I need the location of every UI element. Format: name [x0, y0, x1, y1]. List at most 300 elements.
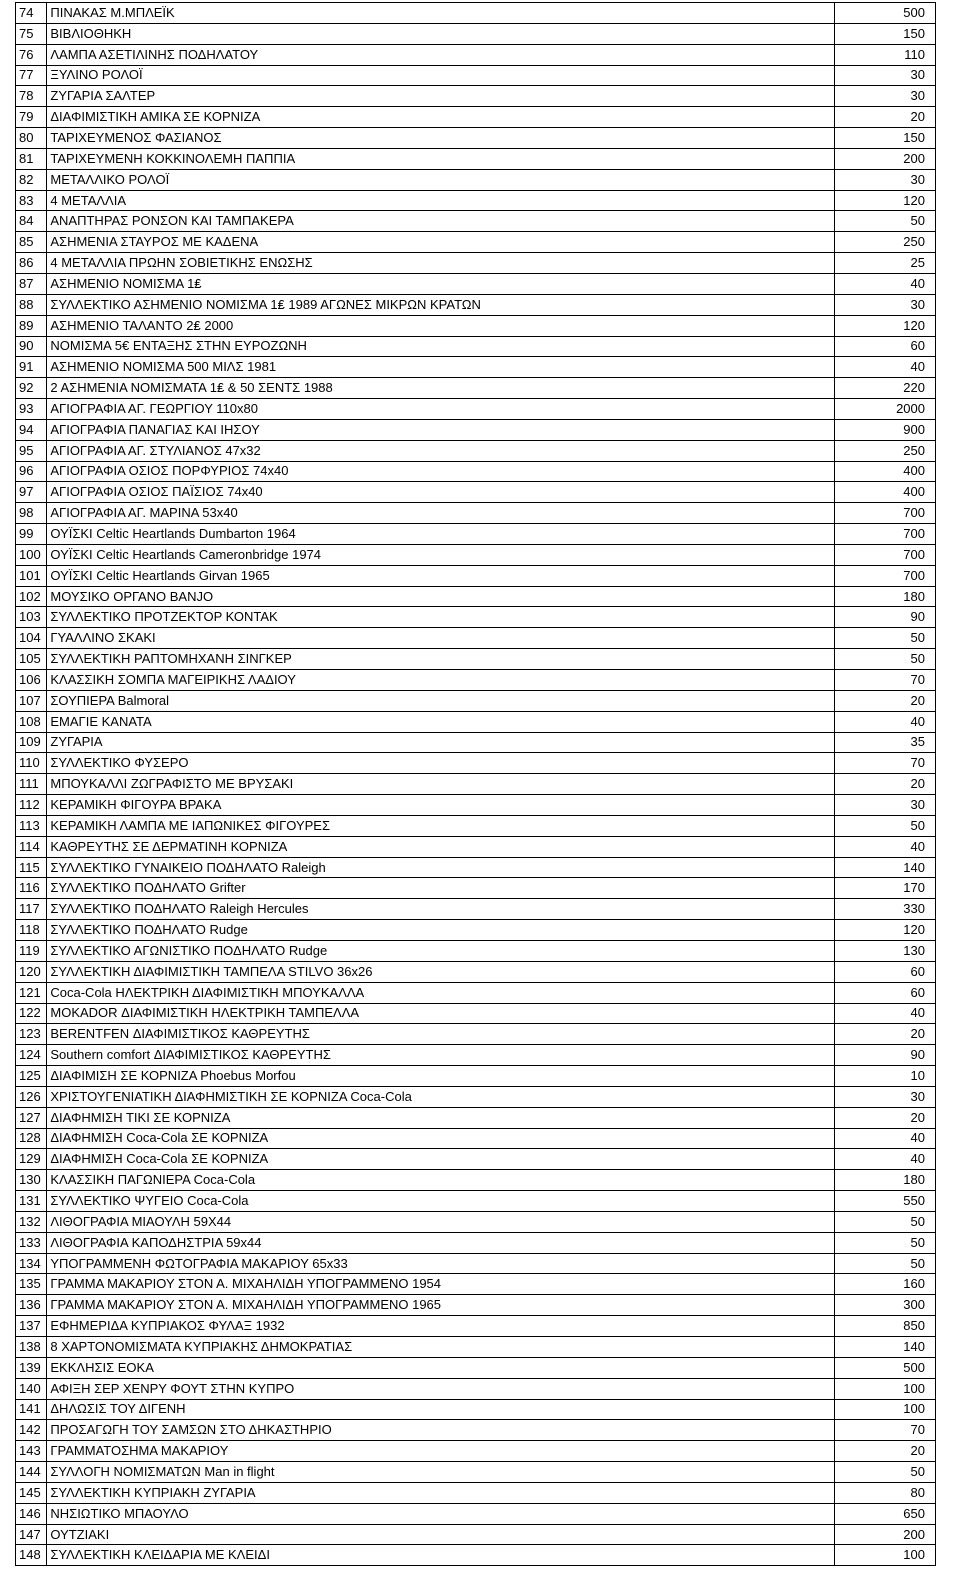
item-number-cell: 139: [16, 1357, 47, 1378]
table-row: [16, 1149, 936, 1170]
item-description-cell: ΞΥΛΙΝΟ ΡΟΛΟΪ: [47, 65, 834, 86]
item-description-cell: Southern comfort ΔΙΑΦΙΜΙΣΤΙΚΟΣ ΚΑΘΡΕΥΤΗΣ: [47, 1045, 834, 1066]
item-description-cell: ΖΥΓΑΡΙΑ ΣΑΛΤΕΡ: [47, 86, 834, 107]
table-row: [16, 1211, 936, 1232]
table-row: [16, 86, 936, 107]
item-price-cell: 35: [834, 732, 935, 753]
table-row: [16, 1441, 936, 1462]
item-number-cell: 118: [16, 920, 47, 941]
item-price-cell: 80: [834, 1482, 935, 1503]
item-price-cell: 30: [834, 169, 935, 190]
item-number-cell: 81: [16, 148, 47, 169]
item-description-cell: 4 ΜΕΤΑΛΛΙΑ: [47, 190, 834, 211]
item-number-cell: 144: [16, 1462, 47, 1483]
item-price-cell: 30: [834, 294, 935, 315]
table-row: [16, 1482, 936, 1503]
item-number-cell: 108: [16, 711, 47, 732]
item-number-cell: 100: [16, 544, 47, 565]
item-number-cell: 80: [16, 128, 47, 149]
table-row: [16, 795, 936, 816]
item-description-cell: ΣΟΥΠΙΕΡΑ Balmoral: [47, 690, 834, 711]
table-row: [16, 878, 936, 899]
item-price-cell: 40: [834, 711, 935, 732]
table-row: [16, 503, 936, 524]
item-number-cell: 85: [16, 232, 47, 253]
item-description-cell: ΒΙΒΛΙΟΘΗΚΗ: [47, 23, 834, 44]
item-description-cell: ΑΓΙΟΓΡΑΦΙΑ ΑΓ. ΣΤΥΛΙΑΝΟΣ 47x32: [47, 440, 834, 461]
item-price-cell: 100: [834, 1378, 935, 1399]
table-row: [16, 857, 936, 878]
item-price-cell: 30: [834, 65, 935, 86]
table-row: [16, 815, 936, 836]
item-price-cell: 40: [834, 1128, 935, 1149]
item-number-cell: 148: [16, 1545, 47, 1566]
item-description-cell: ΠΙΝΑΚΑΣ Μ.ΜΠΛΕΪΚ: [47, 3, 834, 24]
item-description-cell: ΚΕΡΑΜΙΚΗ ΛΑΜΠΑ ΜΕ ΙΑΠΩΝΙΚΕΣ ΦΙΓΟΥΡΕΣ: [47, 815, 834, 836]
item-number-cell: 86: [16, 253, 47, 274]
item-number-cell: 74: [16, 3, 47, 24]
item-number-cell: 137: [16, 1316, 47, 1337]
item-number-cell: 130: [16, 1170, 47, 1191]
table-row: [16, 1024, 936, 1045]
item-number-cell: 97: [16, 482, 47, 503]
table-row: [16, 148, 936, 169]
table-row: [16, 982, 936, 1003]
table-row: [16, 1545, 936, 1566]
table-row: [16, 649, 936, 670]
item-price-cell: 50: [834, 628, 935, 649]
item-number-cell: 87: [16, 273, 47, 294]
table-row: [16, 482, 936, 503]
item-number-cell: 132: [16, 1211, 47, 1232]
item-price-cell: 20: [834, 1024, 935, 1045]
item-description-cell: ΜΕΤΑΛΛΙΚΟ ΡΟΛΟΪ: [47, 169, 834, 190]
item-price-cell: 70: [834, 1420, 935, 1441]
table-row: [16, 1462, 936, 1483]
table-row: [16, 1253, 936, 1274]
item-price-cell: 50: [834, 1253, 935, 1274]
item-description-cell: ΣΥΛΛΕΚΤΙΚΟ ΠΟΔΗΛΑΤΟ Rudge: [47, 920, 834, 941]
item-number-cell: 141: [16, 1399, 47, 1420]
item-number-cell: 88: [16, 294, 47, 315]
item-number-cell: 114: [16, 836, 47, 857]
item-price-cell: 330: [834, 899, 935, 920]
table-row: [16, 1170, 936, 1191]
item-price-cell: 70: [834, 670, 935, 691]
item-price-cell: 60: [834, 336, 935, 357]
table-row: [16, 44, 936, 65]
item-description-cell: ΣΥΛΛΕΚΤΙΚΟ ΠΡΟΤΖΕΚΤΟΡ ΚΟΝΤΑΚ: [47, 607, 834, 628]
item-number-cell: 93: [16, 399, 47, 420]
item-description-cell: ΚΛΑΣΣΙΚΗ ΠΑΓΩΝΙΕΡΑ Coca-Cola: [47, 1170, 834, 1191]
item-price-cell: 30: [834, 1086, 935, 1107]
table-row: [16, 1357, 936, 1378]
item-description-cell: ΟΥΪΣΚΙ Celtic Heartlands Cameronbridge 1974: [47, 544, 834, 565]
item-description-cell: ΓΡΑΜΜΑΤΟΣΗΜΑ ΜΑΚΑΡΙΟΥ: [47, 1441, 834, 1462]
item-price-cell: 70: [834, 753, 935, 774]
table-row: [16, 711, 936, 732]
item-description-cell: ΣΥΛΛΕΚΤΙΚΗ ΡΑΠΤΟΜΗΧΑΝΗ ΣΙΝΓΚΕΡ: [47, 649, 834, 670]
table-row: [16, 628, 936, 649]
table-row: [16, 1191, 936, 1212]
item-price-cell: 400: [834, 482, 935, 503]
table-row: [16, 399, 936, 420]
table-row: [16, 565, 936, 586]
table-row: [16, 607, 936, 628]
item-description-cell: ΓΡΑΜΜΑ ΜΑΚΑΡΙΟΥ ΣΤΟΝ Α. ΜΙΧΑΗΛΙΔΗ ΥΠΟΓΡΑΜΜΕΝΟ 1965: [47, 1295, 834, 1316]
table-row: [16, 586, 936, 607]
table-row: [16, 1107, 936, 1128]
item-price-cell: 700: [834, 503, 935, 524]
item-number-cell: 79: [16, 107, 47, 128]
table-row: [16, 774, 936, 795]
item-price-cell: 500: [834, 1357, 935, 1378]
item-number-cell: 99: [16, 524, 47, 545]
table-row: [16, 3, 936, 24]
item-number-cell: 124: [16, 1045, 47, 1066]
table-row: [16, 169, 936, 190]
item-description-cell: ΖΥΓΑΡΙΑ: [47, 732, 834, 753]
item-description-cell: ΝΗΣΙΩΤΙΚΟ ΜΠΑΟΥΛΟ: [47, 1503, 834, 1524]
items-table: [15, 2, 936, 1566]
item-description-cell: ΛΑΜΠΑ ΑΣΕΤΙΛΙΝΗΣ ΠΟΔΗΛΑΤΟΥ: [47, 44, 834, 65]
item-description-cell: ΜΠΟΥΚΑΛΛΙ ΖΩΓΡΑΦΙΣΤΟ ΜΕ ΒΡΥΣΑΚΙ: [47, 774, 834, 795]
item-description-cell: ΟΥΪΣΚΙ Celtic Heartlands Dumbarton 1964: [47, 524, 834, 545]
item-number-cell: 121: [16, 982, 47, 1003]
item-number-cell: 145: [16, 1482, 47, 1503]
item-number-cell: 138: [16, 1337, 47, 1358]
table-row: [16, 670, 936, 691]
item-description-cell: ΓΡΑΜΜΑ ΜΑΚΑΡΙΟΥ ΣΤΟΝ Α. ΜΙΧΑΗΛΙΔΗ ΥΠΟΓΡΑΜΜΕΝΟ 1954: [47, 1274, 834, 1295]
table-row: [16, 232, 936, 253]
item-number-cell: 104: [16, 628, 47, 649]
item-description-cell: ΔΙΑΦΗΜΙΣΗ Coca-Cola ΣΕ ΚΟΡΝΙΖΑ: [47, 1128, 834, 1149]
item-description-cell: ΠΡΟΣΑΓΩΓΗ ΤΟΥ ΣΑΜΣΩΝ ΣΤΟ ΔΗΚΑΣΤΗΡΙΟ: [47, 1420, 834, 1441]
item-description-cell: ΔΗΛΩΣΙΣ ΤΟΥ ΔΙΓΕΝΗ: [47, 1399, 834, 1420]
table-row: [16, 690, 936, 711]
item-price-cell: 150: [834, 23, 935, 44]
item-price-cell: 300: [834, 1295, 935, 1316]
item-number-cell: 111: [16, 774, 47, 795]
item-number-cell: 125: [16, 1066, 47, 1087]
item-number-cell: 140: [16, 1378, 47, 1399]
item-description-cell: ΔΙΑΦΙΜΙΣΗ ΣΕ ΚΟΡΝΙΖΑ Phoebus Morfou: [47, 1066, 834, 1087]
item-description-cell: ΣΥΛΛΟΓΗ ΝΟΜΙΣΜΑΤΩΝ Man in flight: [47, 1462, 834, 1483]
item-description-cell: ΕΜΑΓΙΕ ΚΑΝΑΤΑ: [47, 711, 834, 732]
item-price-cell: 40: [834, 836, 935, 857]
item-number-cell: 95: [16, 440, 47, 461]
item-description-cell: ΛΙΘΟΓΡΑΦΙΑ ΚΑΠΟΔΗΣΤΡΙΑ 59x44: [47, 1232, 834, 1253]
item-price-cell: 220: [834, 378, 935, 399]
item-price-cell: 250: [834, 440, 935, 461]
item-number-cell: 110: [16, 753, 47, 774]
item-price-cell: 10: [834, 1066, 935, 1087]
item-description-cell: BERENTFEN ΔΙΑΦΙΜΙΣΤΙΚΟΣ ΚΑΘΡΕΥΤΗΣ: [47, 1024, 834, 1045]
item-number-cell: 119: [16, 940, 47, 961]
item-price-cell: 900: [834, 419, 935, 440]
table-row: [16, 211, 936, 232]
table-row: [16, 1003, 936, 1024]
item-number-cell: 102: [16, 586, 47, 607]
item-number-cell: 101: [16, 565, 47, 586]
item-number-cell: 142: [16, 1420, 47, 1441]
item-price-cell: 50: [834, 1462, 935, 1483]
item-number-cell: 83: [16, 190, 47, 211]
item-number-cell: 113: [16, 815, 47, 836]
item-price-cell: 250: [834, 232, 935, 253]
item-number-cell: 115: [16, 857, 47, 878]
item-number-cell: 90: [16, 336, 47, 357]
item-number-cell: 143: [16, 1441, 47, 1462]
item-description-cell: ΚΑΘΡΕΥΤΗΣ ΣΕ ΔΕΡΜΑΤΙΝΗ ΚΟΡΝΙΖΑ: [47, 836, 834, 857]
item-price-cell: 120: [834, 190, 935, 211]
table-row: [16, 357, 936, 378]
item-price-cell: 160: [834, 1274, 935, 1295]
item-price-cell: 130: [834, 940, 935, 961]
item-description-cell: ΣΥΛΛΕΚΤΙΚΟ ΦΥΣΕΡΟ: [47, 753, 834, 774]
item-price-cell: 30: [834, 795, 935, 816]
item-number-cell: 120: [16, 961, 47, 982]
item-description-cell: ΑΝΑΠΤΗΡΑΣ ΡΟΝΣΟΝ ΚΑΙ ΤΑΜΠΑΚΕΡΑ: [47, 211, 834, 232]
item-price-cell: 400: [834, 461, 935, 482]
item-price-cell: 650: [834, 1503, 935, 1524]
item-price-cell: 120: [834, 920, 935, 941]
item-description-cell: ΑΦΙΞΗ ΣΕΡ ΧΕΝΡΥ ΦΟΥΤ ΣΤΗΝ ΚΥΠΡΟ: [47, 1378, 834, 1399]
item-number-cell: 133: [16, 1232, 47, 1253]
item-price-cell: 550: [834, 1191, 935, 1212]
item-number-cell: 135: [16, 1274, 47, 1295]
item-number-cell: 107: [16, 690, 47, 711]
table-row: [16, 1378, 936, 1399]
item-number-cell: 94: [16, 419, 47, 440]
table-row: [16, 940, 936, 961]
table-row: [16, 1399, 936, 1420]
table-row: [16, 524, 936, 545]
item-description-cell: ΣΥΛΛΕΚΤΙΚΟ ΑΓΩΝΙΣΤΙΚΟ ΠΟΔΗΛΑΤΟ Rudge: [47, 940, 834, 961]
item-description-cell: ΟΥΪΣΚΙ Celtic Heartlands Girvan 1965: [47, 565, 834, 586]
item-description-cell: ΑΓΙΟΓΡΑΦΙΑ ΑΓ. ΓΕΩΡΓΙΟΥ 110x80: [47, 399, 834, 420]
table-row: [16, 899, 936, 920]
item-number-cell: 103: [16, 607, 47, 628]
table-row: [16, 23, 936, 44]
item-price-cell: 140: [834, 857, 935, 878]
item-description-cell: MOKADOR ΔΙΑΦΙΜΙΣΤΙΚΗ ΗΛΕΚΤΡΙΚΗ ΤΑΜΠΕΛΛΑ: [47, 1003, 834, 1024]
item-price-cell: 60: [834, 982, 935, 1003]
item-number-cell: 105: [16, 649, 47, 670]
table-row: [16, 378, 936, 399]
item-description-cell: 2 ΑΣΗΜΕΝΙΑ ΝΟΜΙΣΜΑΤΑ 1₤ & 50 ΣΕΝΤΣ 1988: [47, 378, 834, 399]
item-number-cell: 106: [16, 670, 47, 691]
table-row: [16, 65, 936, 86]
item-price-cell: 850: [834, 1316, 935, 1337]
table-row: [16, 1232, 936, 1253]
item-number-cell: 76: [16, 44, 47, 65]
item-number-cell: 126: [16, 1086, 47, 1107]
item-description-cell: ΣΥΛΛΕΚΤΙΚΗ ΚΥΠΡΙΑΚΗ ΖΥΓΑΡΙΑ: [47, 1482, 834, 1503]
item-price-cell: 100: [834, 1399, 935, 1420]
item-description-cell: ΣΥΛΛΕΚΤΙΚΗ ΚΛΕΙΔΑΡΙΑ ΜΕ ΚΛΕΙΔΙ: [47, 1545, 834, 1566]
item-price-cell: 20: [834, 690, 935, 711]
item-price-cell: 180: [834, 586, 935, 607]
item-price-cell: 60: [834, 961, 935, 982]
items-table-body: [16, 3, 936, 1566]
item-description-cell: ΑΣΗΜΕΝΙΟ ΝΟΜΙΣΜΑ 1₤: [47, 273, 834, 294]
item-price-cell: 50: [834, 815, 935, 836]
item-price-cell: 200: [834, 1524, 935, 1545]
item-number-cell: 116: [16, 878, 47, 899]
item-description-cell: ΑΣΗΜΕΝΙΑ ΣΤΑΥΡΟΣ ΜΕ ΚΑΔΕΝΑ: [47, 232, 834, 253]
item-number-cell: 128: [16, 1128, 47, 1149]
item-description-cell: ΕΦΗΜΕΡΙΔΑ ΚΥΠΡΙΑΚΟΣ ΦΥΛΑΞ 1932: [47, 1316, 834, 1337]
item-number-cell: 147: [16, 1524, 47, 1545]
item-number-cell: 84: [16, 211, 47, 232]
item-description-cell: ΟΥΤΖΙΑΚΙ: [47, 1524, 834, 1545]
item-price-cell: 40: [834, 273, 935, 294]
item-price-cell: 170: [834, 878, 935, 899]
table-row: [16, 1045, 936, 1066]
item-number-cell: 134: [16, 1253, 47, 1274]
item-price-cell: 50: [834, 1211, 935, 1232]
item-price-cell: 40: [834, 357, 935, 378]
table-row: [16, 1086, 936, 1107]
table-row: [16, 336, 936, 357]
item-price-cell: 30: [834, 86, 935, 107]
table-row: [16, 961, 936, 982]
table-row: [16, 836, 936, 857]
item-description-cell: ΝΟΜΙΣΜΑ 5€ ΕΝΤΑΞΗΣ ΣΤΗΝ ΕΥΡΟΖΩΝΗ: [47, 336, 834, 357]
item-number-cell: 109: [16, 732, 47, 753]
item-price-cell: 700: [834, 544, 935, 565]
item-description-cell: ΔΙΑΦΗΜΙΣΗ Coca-Cola ΣΕ ΚΟΡΝΙΖΑ: [47, 1149, 834, 1170]
item-description-cell: Coca-Cola ΗΛΕΚΤΡΙΚΗ ΔΙΑΦΙΜΙΣΤΙΚΗ ΜΠΟΥΚΑΛΛΑ: [47, 982, 834, 1003]
item-number-cell: 98: [16, 503, 47, 524]
item-number-cell: 117: [16, 899, 47, 920]
table-row: [16, 544, 936, 565]
item-description-cell: ΑΣΗΜΕΝΙΟ ΝΟΜΙΣΜΑ 500 ΜΙΛΣ 1981: [47, 357, 834, 378]
item-description-cell: ΧΡΙΣΤΟΥΓΕΝΙΑΤΙΚΗ ΔΙΑΦΗΜΙΣΤΙΚΗ ΣΕ ΚΟΡΝΙΖΑ Coca-Cola: [47, 1086, 834, 1107]
item-price-cell: 50: [834, 649, 935, 670]
item-description-cell: ΑΓΙΟΓΡΑΦΙΑ ΠΑΝΑΓΙΑΣ ΚΑΙ ΙΗΣΟΥ: [47, 419, 834, 440]
item-price-cell: 20: [834, 774, 935, 795]
item-description-cell: ΑΓΙΟΓΡΑΦΙΑ ΟΣΙΟΣ ΠΟΡΦΥΡΙΟΣ 74x40: [47, 461, 834, 482]
table-row: [16, 1066, 936, 1087]
item-price-cell: 50: [834, 1232, 935, 1253]
item-number-cell: 77: [16, 65, 47, 86]
table-row: [16, 315, 936, 336]
item-description-cell: ΤΑΡΙΧΕΥΜΕΝΟΣ ΦΑΣΙΑΝΟΣ: [47, 128, 834, 149]
item-number-cell: 96: [16, 461, 47, 482]
table-row: [16, 128, 936, 149]
item-number-cell: 75: [16, 23, 47, 44]
table-row: [16, 461, 936, 482]
item-number-cell: 91: [16, 357, 47, 378]
item-description-cell: ΑΓΙΟΓΡΑΦΙΑ ΟΣΙΟΣ ΠΑΪΣΙΟΣ 74x40: [47, 482, 834, 503]
table-row: [16, 1524, 936, 1545]
table-row: [16, 294, 936, 315]
item-description-cell: ΔΙΑΦΙΜΙΣΤΙΚΗ ΑΜΙΚΑ ΣΕ ΚΟΡΝΙΖΑ: [47, 107, 834, 128]
item-description-cell: ΕΚΚΛΗΣΙΣ ΕΟΚΑ: [47, 1357, 834, 1378]
item-description-cell: ΛΙΘΟΓΡΑΦΙΑ ΜΙΑΟΥΛΗ 59X44: [47, 1211, 834, 1232]
item-description-cell: ΤΑΡΙΧΕΥΜΕΝΗ ΚΟΚΚΙΝΟΛΕΜΗ ΠΑΠΠΙΑ: [47, 148, 834, 169]
table-row: [16, 1420, 936, 1441]
table-row: [16, 419, 936, 440]
table-row: [16, 732, 936, 753]
item-description-cell: ΑΣΗΜΕΝΙΟ ΤΑΛΑΝΤΟ 2₤ 2000: [47, 315, 834, 336]
table-row: [16, 440, 936, 461]
item-description-cell: 8 ΧΑΡΤΟΝΟΜΙΣΜΑΤΑ ΚΥΠΡΙΑΚΗΣ ΔΗΜΟΚΡΑΤΙΑΣ: [47, 1337, 834, 1358]
item-number-cell: 82: [16, 169, 47, 190]
item-price-cell: 140: [834, 1337, 935, 1358]
item-price-cell: 40: [834, 1149, 935, 1170]
item-number-cell: 92: [16, 378, 47, 399]
table-row: [16, 190, 936, 211]
item-description-cell: ΜΟΥΣΙΚΟ ΟΡΓΑΝΟ BANJO: [47, 586, 834, 607]
item-price-cell: 120: [834, 315, 935, 336]
item-price-cell: 25: [834, 253, 935, 274]
item-number-cell: 123: [16, 1024, 47, 1045]
item-description-cell: ΚΕΡΑΜΙΚΗ ΦΙΓΟΥΡΑ ΒΡΑΚΑ: [47, 795, 834, 816]
table-row: [16, 753, 936, 774]
table-row: [16, 273, 936, 294]
item-price-cell: 200: [834, 148, 935, 169]
item-number-cell: 129: [16, 1149, 47, 1170]
item-number-cell: 78: [16, 86, 47, 107]
item-price-cell: 2000: [834, 399, 935, 420]
table-row: [16, 1128, 936, 1149]
item-number-cell: 112: [16, 795, 47, 816]
table-row: [16, 1503, 936, 1524]
item-price-cell: 20: [834, 1107, 935, 1128]
item-price-cell: 90: [834, 607, 935, 628]
table-row: [16, 1274, 936, 1295]
item-number-cell: 122: [16, 1003, 47, 1024]
item-price-cell: 40: [834, 1003, 935, 1024]
item-description-cell: ΣΥΛΛΕΚΤΙΚΟ ΠΟΔΗΛΑΤΟ Grifter: [47, 878, 834, 899]
item-description-cell: ΣΥΛΛΕΚΤΙΚΟ ΨΥΓΕΙΟ Coca-Cola: [47, 1191, 834, 1212]
item-price-cell: 50: [834, 211, 935, 232]
item-description-cell: ΣΥΛΛΕΚΤΙΚΟ ΠΟΔΗΛΑΤΟ Raleigh Hercules: [47, 899, 834, 920]
table-row: [16, 253, 936, 274]
item-description-cell: ΣΥΛΛΕΚΤΙΚΗ ΔΙΑΦΙΜΙΣΤΙΚΗ ΤΑΜΠΕΛΑ STILVO 36x26: [47, 961, 834, 982]
table-row: [16, 920, 936, 941]
item-description-cell: 4 ΜΕΤΑΛΛΙΑ ΠΡΩΗΝ ΣΟΒΙΕΤΙΚΗΣ ΕΝΩΣΗΣ: [47, 253, 834, 274]
table-row: [16, 1337, 936, 1358]
item-price-cell: 90: [834, 1045, 935, 1066]
table-row: [16, 1316, 936, 1337]
item-price-cell: 700: [834, 524, 935, 545]
item-number-cell: 89: [16, 315, 47, 336]
item-price-cell: 180: [834, 1170, 935, 1191]
item-description-cell: ΣΥΛΛΕΚΤΙΚΟ ΑΣΗΜΕΝΙΟ ΝΟΜΙΣΜΑ 1₤ 1989 ΑΓΩΝΕΣ ΜΙΚΡΩΝ ΚΡΑΤΩΝ: [47, 294, 834, 315]
item-description-cell: ΥΠΟΓΡΑΜΜΕΝΗ ΦΩΤΟΓΡΑΦΙΑ ΜΑΚΑΡΙΟΥ 65x33: [47, 1253, 834, 1274]
item-number-cell: 127: [16, 1107, 47, 1128]
item-price-cell: 100: [834, 1545, 935, 1566]
item-price-cell: 110: [834, 44, 935, 65]
item-description-cell: ΣΥΛΛΕΚΤΙΚΟ ΓΥΝΑΙΚΕΙΟ ΠΟΔΗΛΑΤΟ Raleigh: [47, 857, 834, 878]
item-description-cell: ΚΛΑΣΣΙΚΗ ΣΟΜΠΑ ΜΑΓΕΙΡΙΚΗΣ ΛΑΔΙΟΥ: [47, 670, 834, 691]
item-price-cell: 20: [834, 1441, 935, 1462]
item-price-cell: 150: [834, 128, 935, 149]
item-price-cell: 700: [834, 565, 935, 586]
item-price-cell: 20: [834, 107, 935, 128]
item-description-cell: ΑΓΙΟΓΡΑΦΙΑ ΑΓ. ΜΑΡΙΝΑ 53x40: [47, 503, 834, 524]
table-row: [16, 1295, 936, 1316]
item-description-cell: ΓΥΑΛΛΙΝΟ ΣΚΑΚΙ: [47, 628, 834, 649]
table-row: [16, 107, 936, 128]
item-number-cell: 146: [16, 1503, 47, 1524]
item-description-cell: ΔΙΑΦΗΜΙΣΗ ΤΙΚΙ ΣΕ ΚΟΡΝΙΖΑ: [47, 1107, 834, 1128]
item-number-cell: 131: [16, 1191, 47, 1212]
